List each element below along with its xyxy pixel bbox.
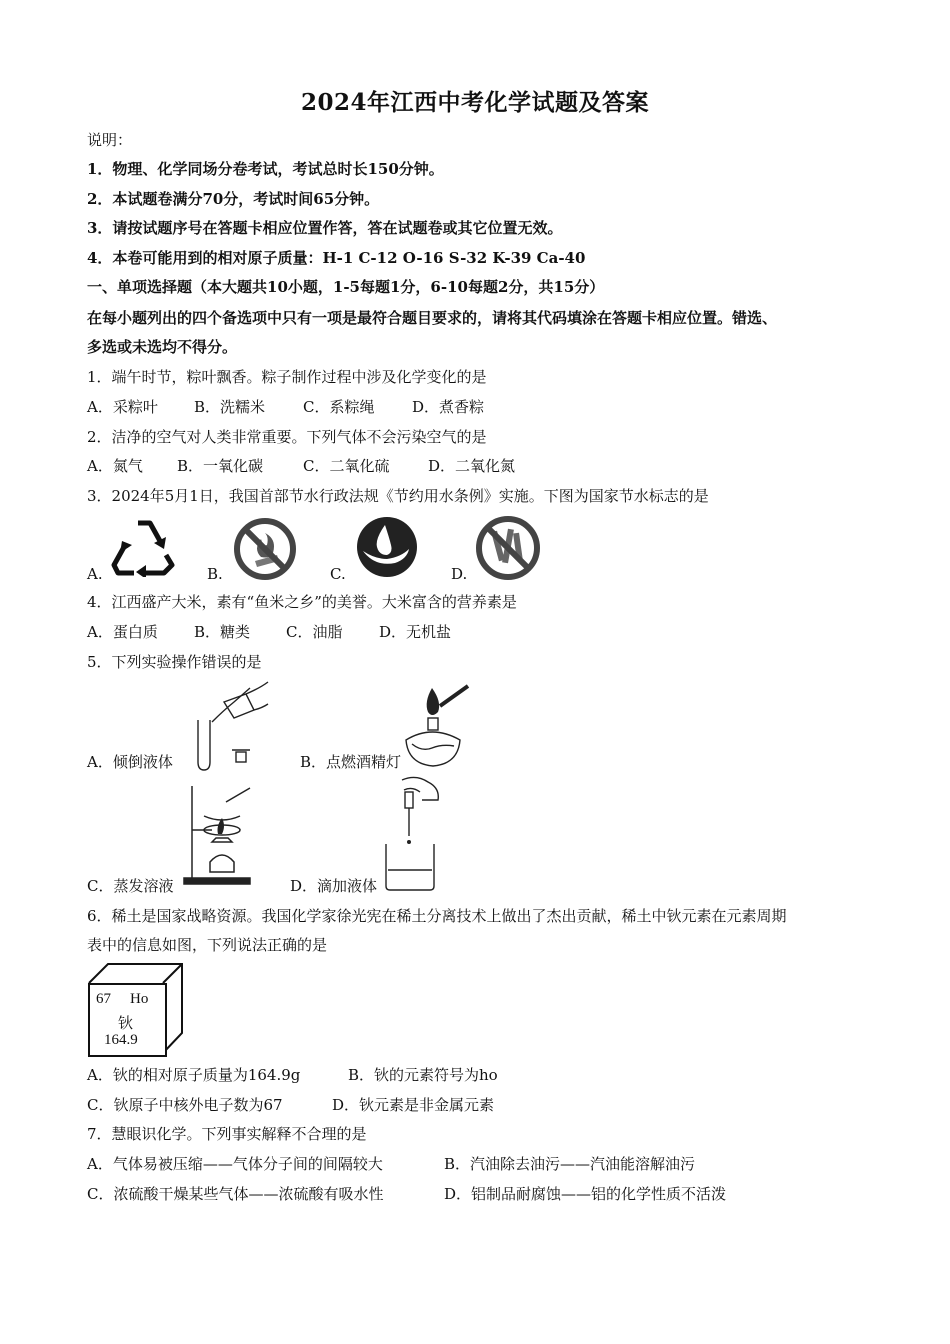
q6-stem-2: 表中的信息如图，下列说法正确的是 bbox=[87, 936, 328, 954]
q4-option-c: C．油脂 bbox=[286, 623, 343, 641]
q2-option-a: A．氮气 bbox=[87, 457, 143, 475]
no-fire-icon bbox=[233, 517, 297, 581]
q5-option-a: A．倾倒液体 bbox=[87, 753, 173, 771]
note-2: 2．本试题卷满分70分，考试时间65分钟。 bbox=[87, 190, 380, 208]
section1-instruction-2: 多选或未选均不得分。 bbox=[87, 338, 238, 356]
note-1: 1．物理、化学同场分卷考试，考试总时长150分钟。 bbox=[87, 160, 444, 178]
note-3: 3．请按试题序号在答题卡相应位置作答，答在试题卷或其它位置无效。 bbox=[87, 219, 563, 237]
q2-option-b: B．一氧化碳 bbox=[177, 457, 264, 475]
recycle-icon bbox=[110, 515, 178, 577]
q7-option-a: A．气体易被压缩——气体分子间的间隔较大 bbox=[87, 1155, 383, 1173]
page-title: 2024年江西中考化学试题及答案 bbox=[300, 89, 649, 116]
section1-instruction-1: 在每小题列出的四个备选项中只有一项是最符合题目要求的，请将其代码填涂在答题卡相应位置。错选、 bbox=[87, 309, 778, 327]
q4-option-a: A．蛋白质 bbox=[87, 623, 158, 641]
q6-option-b: B．钬的元素符号为ho bbox=[348, 1066, 498, 1084]
q7-option-c: C．浓硫酸干燥某些气体——浓硫酸有吸水性 bbox=[87, 1185, 384, 1203]
note-4: 4．本卷可能用到的相对原子质量：H-1 C-12 O-16 S-32 K-39 Ca-40 bbox=[87, 249, 586, 267]
q2-option-c: C．二氧化硫 bbox=[303, 457, 390, 475]
q1-option-b: B．洗糯米 bbox=[194, 398, 266, 416]
q4-option-d: D．无机盐 bbox=[379, 623, 452, 641]
q7-option-b: B．汽油除去油污——汽油能溶解油污 bbox=[444, 1155, 696, 1173]
q3-option-c: C. bbox=[330, 565, 346, 583]
q5-stem: 5．下列实验操作错误的是 bbox=[87, 653, 262, 671]
q6-stem-1: 6．稀土是国家战略资源。我国化学家徐光宪在稀土分离技术上做出了杰出贡献，稀土中钬元素在元素周期 bbox=[87, 907, 787, 925]
q1-stem: 1．端午时节，粽叶飘香。粽子制作过程中涉及化学变化的是 bbox=[87, 368, 487, 386]
q4-option-b: B．糖类 bbox=[194, 623, 251, 641]
q3-stem: 3．2024年5月1日，我国首部节水行政法规《节约用水条例》实施。下图为国家节水标志的是 bbox=[87, 487, 709, 505]
q5-option-d: D．滴加液体 bbox=[290, 877, 378, 895]
element-card bbox=[88, 983, 167, 1057]
q6-option-d: D．钬元素是非金属元素 bbox=[332, 1096, 495, 1114]
q2-stem: 2．洁净的空气对人类非常重要。下列气体不会污染空气的是 bbox=[87, 428, 487, 446]
q7-stem: 7．慧眼识化学。下列事实解释不合理的是 bbox=[87, 1125, 367, 1143]
q1-option-a: A．采粽叶 bbox=[87, 398, 158, 416]
water-saving-icon bbox=[355, 515, 419, 579]
section1-heading: 一、单项选择题（本大题共10小题，1-5每题1分，6-10每题2分，共15分） bbox=[87, 278, 605, 296]
element-atomic-mass: 164.9 bbox=[104, 1032, 138, 1048]
q6-option-a: A．钬的相对原子质量为164.9g bbox=[87, 1066, 301, 1084]
q3-option-b: B. bbox=[207, 565, 223, 583]
element-atomic-number: 67 bbox=[96, 991, 111, 1007]
q2-option-d: D．二氧化氮 bbox=[428, 457, 516, 475]
dropping-liquid-figure bbox=[382, 776, 442, 892]
q1-option-c: C．系粽绳 bbox=[303, 398, 375, 416]
q5-option-c: C．蒸发溶液 bbox=[87, 877, 174, 895]
q3-option-a: A. bbox=[87, 565, 103, 583]
element-symbol: Ho bbox=[130, 991, 149, 1007]
q6-option-c: C．钬原子中核外电子数为67 bbox=[87, 1096, 283, 1114]
q4-stem: 4．江西盛产大米，素有“鱼米之乡”的美誉。大米富含的营养素是 bbox=[87, 593, 517, 611]
alcohol-lamp-figure bbox=[402, 680, 472, 772]
q7-option-d: D．铝制品耐腐蚀——铝的化学性质不活泼 bbox=[444, 1185, 727, 1203]
notes-heading: 说明： bbox=[87, 131, 133, 149]
pouring-liquid-figure bbox=[180, 680, 270, 772]
q3-option-d: D. bbox=[451, 565, 468, 583]
element-name: 钬 bbox=[118, 1016, 134, 1032]
evaporation-figure bbox=[182, 782, 260, 888]
no-firecracker-icon bbox=[475, 515, 541, 581]
q5-option-b: B．点燃酒精灯 bbox=[300, 753, 402, 771]
q1-option-d: D．煮香粽 bbox=[412, 398, 485, 416]
